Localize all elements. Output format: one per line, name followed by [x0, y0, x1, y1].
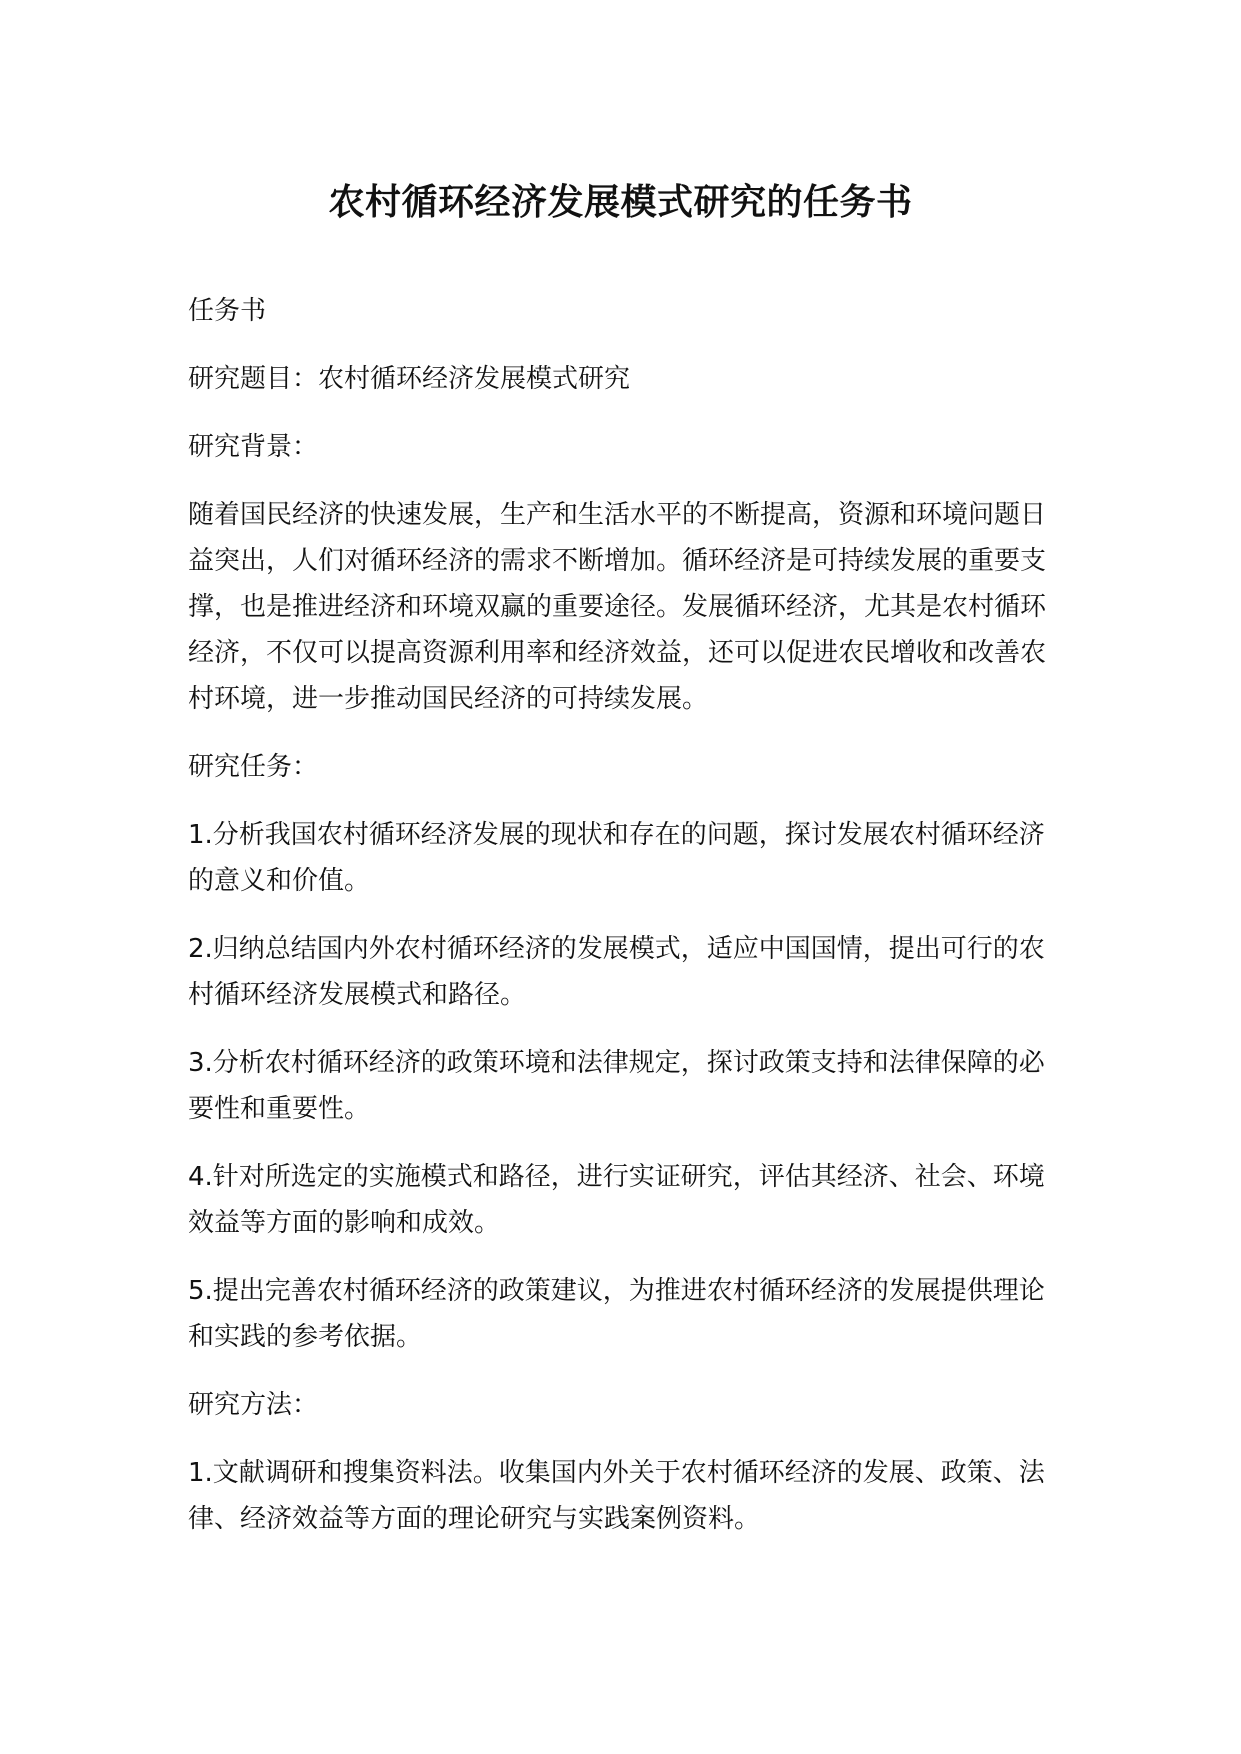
paragraph-task-1: 1.分析我国农村循环经济发展的现状和存在的问题，探讨发展农村循环经济的意义和价值。: [188, 820, 1045, 896]
paragraph-method-1: 1.文献调研和搜集资料法。收集国内外关于农村循环经济的发展、政策、法律、经济效益等方面的理论研究与实践案例资料。: [188, 1458, 1045, 1534]
paragraph-task-3: 3.分析农村循环经济的政策环境和法律规定，探讨政策支持和法律保障的必要性和重要性。: [188, 1048, 1045, 1124]
paragraph-task-4: 4.针对所选定的实施模式和路径，进行实证研究，评估其经济、社会、环境效益等方面的影响和成效。: [188, 1162, 1045, 1238]
paragraph-tasks-heading: 研究任务：: [188, 752, 319, 782]
paragraph-task-5: 5.提出完善农村循环经济的政策建议，为推进农村循环经济的发展提供理论和实践的参考依据。: [188, 1276, 1045, 1352]
paragraph-background-text: 随着国民经济的快速发展，生产和生活水平的不断提高，资源和环境问题日益突出，人们对循环经济的需求不断增加。循环经济是可持续发展的重要支撑，也是推进经济和环境双赢的重要途径。发展循环经济，尤其是农村循环经济，不仅可以提高资源利用率和经济效益，还可以促进农民增收和改善农村环境，进一步推动国民经济的可持续发展。: [188, 500, 1047, 714]
paragraph-methods-heading: 研究方法：: [188, 1390, 319, 1420]
paragraph-heading-task: 任务书: [188, 296, 267, 326]
paragraph-research-topic: 研究题目：农村循环经济发展模式研究: [188, 364, 631, 394]
paragraph-task-2: 2.归纳总结国内外农村循环经济的发展模式，适应中国国情，提出可行的农村循环经济发展模式和路径。: [188, 934, 1045, 1010]
document-body: [188, 288, 1058, 1564]
document-title: 农村循环经济发展模式研究的任务书: [328, 182, 913, 223]
paragraph-background-heading: 研究背景：: [188, 432, 319, 462]
